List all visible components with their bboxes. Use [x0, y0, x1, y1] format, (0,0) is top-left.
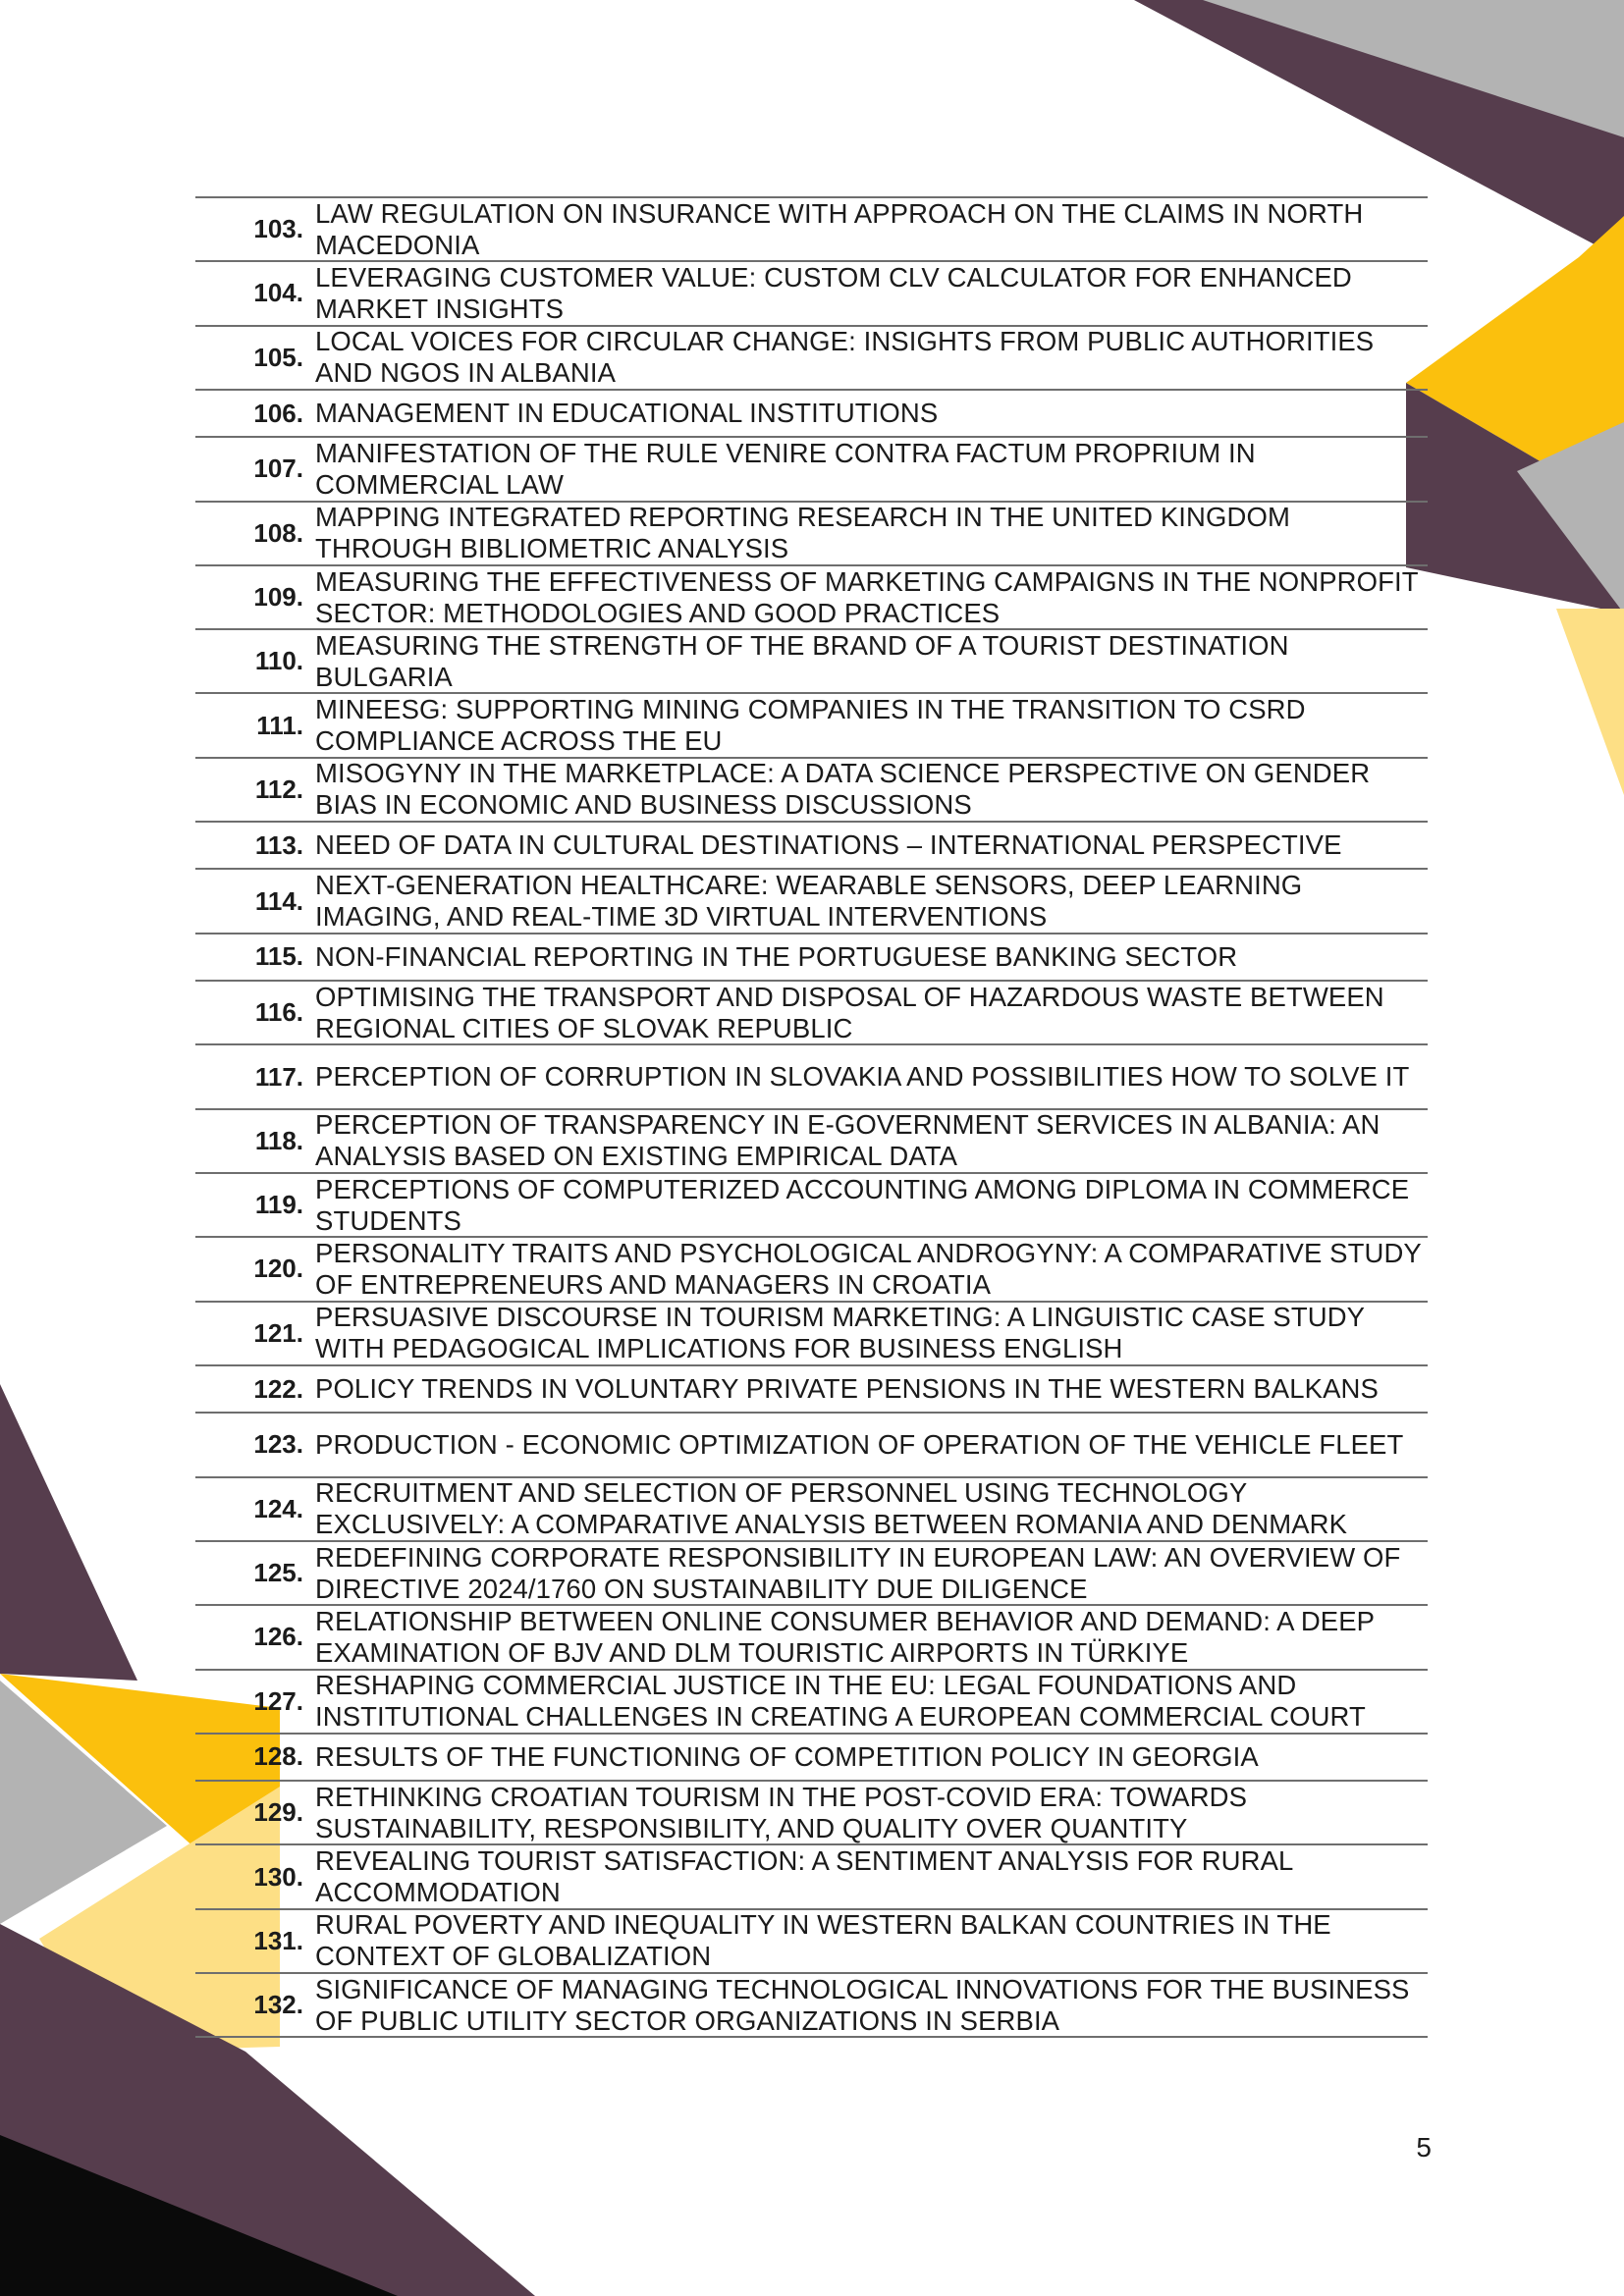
- toc-entry: [195, 759, 1428, 823]
- toc-entry: [195, 1174, 1428, 1238]
- entry-number: 131.: [253, 1925, 303, 1955]
- toc-entry: [195, 1671, 1428, 1735]
- toc-entry: [195, 630, 1428, 694]
- toc-entry: [195, 1414, 1428, 1477]
- toc-entry: [195, 262, 1428, 326]
- entry-number: 111.: [256, 710, 303, 740]
- toc-entry: [195, 1110, 1428, 1174]
- entry-title: REDEFINING CORPORATE RESPONSIBILITY IN EUROPEAN LAW: AN OVERVIEW OF DIRECTIVE 2024/1760 ON SUSTAINABILITY DUE DILIGENCE: [315, 1541, 1401, 1604]
- entry-title: PRODUCTION - ECONOMIC OPTIMIZATION OF OPERATION OF THE VEHICLE FLEET: [315, 1428, 1404, 1460]
- entry-title: NON-FINANCIAL REPORTING IN THE PORTUGUESE BANKING SECTOR: [315, 940, 1238, 972]
- entry-number: 128.: [253, 1741, 303, 1772]
- entry-number: 126.: [253, 1622, 303, 1652]
- entry-number: 123.: [253, 1429, 303, 1460]
- entry-title: RETHINKING CROATIAN TOURISM IN THE POST-COVID ERA: TOWARDS SUSTAINABILITY, RESPONSIBILITY, AND QUALITY OVER QUANTITY: [315, 1781, 1248, 1843]
- entry-number: 112.: [254, 774, 303, 804]
- toc-entry: [195, 1735, 1428, 1782]
- entry-number: 124.: [253, 1493, 303, 1523]
- entry-number: 130.: [253, 1861, 303, 1892]
- entry-title: RELATIONSHIP BETWEEN ONLINE CONSUMER BEHAVIOR AND DEMAND: A DEEP EXAMINATION OF BJV AND DLM TOURISTIC AIRPORTS IN TÜRKIYE: [315, 1605, 1375, 1668]
- entry-title: PERSUASIVE DISCOURSE IN TOURISM MARKETING: A LINGUISTIC CASE STUDY WITH PEDAGOGICAL IMPLICATIONS FOR BUSINESS ENGLISH: [315, 1302, 1365, 1364]
- toc-entry: [195, 1974, 1428, 2038]
- entry-number: 109.: [253, 582, 303, 613]
- entry-number: 129.: [253, 1797, 303, 1828]
- entry-number: 107.: [253, 454, 303, 484]
- toc-entry: [195, 1303, 1428, 1366]
- entry-title: MEASURING THE EFFECTIVENESS OF MARKETING CAMPAIGNS IN THE NONPROFIT SECTOR: METHODOLOGIES AND GOOD PRACTICES: [315, 565, 1419, 628]
- entry-title: PERSONALITY TRAITS AND PSYCHOLOGICAL ANDROGYNY: A COMPARATIVE STUDY OF ENTREPRENEURS AND MANAGERS IN CROATIA: [315, 1237, 1422, 1300]
- entry-number: 132.: [253, 1990, 303, 2020]
- entry-title: RESHAPING COMMERCIAL JUSTICE IN THE EU: LEGAL FOUNDATIONS AND INSTITUTIONAL CHALLENGES IN CREATING A EUROPEAN COMMERCIAL COURT: [315, 1670, 1366, 1733]
- entry-title: PERCEPTION OF CORRUPTION IN SLOVAKIA AND POSSIBILITIES HOW TO SOLVE IT: [315, 1061, 1410, 1093]
- entry-number: 119.: [254, 1190, 303, 1220]
- table-of-contents: [195, 196, 1428, 2038]
- page-number: 5: [1416, 2132, 1432, 2163]
- entry-title: RURAL POVERTY AND INEQUALITY IN WESTERN BALKAN COUNTRIES IN THE CONTEXT OF GLOBALIZATION: [315, 1909, 1331, 1972]
- toc-entry: [195, 934, 1428, 982]
- toc-entry: [195, 1782, 1428, 1845]
- toc-entry: [195, 198, 1428, 262]
- entry-title: PERCEPTIONS OF COMPUTERIZED ACCOUNTING AMONG DIPLOMA IN COMMERCE STUDENTS: [315, 1173, 1410, 1236]
- entry-number: 108.: [253, 517, 303, 548]
- entry-number: 115.: [254, 941, 303, 972]
- entry-number: 105.: [253, 342, 303, 372]
- entry-title: LAW REGULATION ON INSURANCE WITH APPROACH ON THE CLAIMS IN NORTH MACEDONIA: [315, 197, 1364, 260]
- toc-entry: [195, 566, 1428, 630]
- entry-title: MISOGYNY IN THE MARKETPLACE: A DATA SCIENCE PERSPECTIVE ON GENDER BIAS IN ECONOMIC AND BUSINESS DISCUSSIONS: [315, 758, 1371, 821]
- entry-title: LEVERAGING CUSTOMER VALUE: CUSTOM CLV CALCULATOR FOR ENHANCED MARKET INSIGHTS: [315, 261, 1352, 324]
- entry-title: NEED OF DATA IN CULTURAL DESTINATIONS – INTERNATIONAL PERSPECTIVE: [315, 829, 1342, 861]
- toc-entry: [195, 327, 1428, 391]
- toc-entry: [195, 870, 1428, 934]
- decor-lightgold-right: [1556, 609, 1624, 795]
- toc-entry: [195, 1910, 1428, 1974]
- entry-title: RESULTS OF THE FUNCTIONING OF COMPETITION POLICY IN GEORGIA: [315, 1740, 1259, 1772]
- entry-number: 113.: [254, 829, 303, 860]
- entry-number: 114.: [254, 885, 303, 916]
- entry-number: 127.: [253, 1685, 303, 1716]
- entry-title: REVEALING TOURIST SATISFACTION: A SENTIMENT ANALYSIS FOR RURAL ACCOMMODATION: [315, 1845, 1293, 1908]
- toc-entry: [195, 1238, 1428, 1302]
- entry-number: 106.: [253, 398, 303, 428]
- entry-title: PERCEPTION OF TRANSPARENCY IN E-GOVERNMENT SERVICES IN ALBANIA: AN ANALYSIS BASED ON EXISTING EMPIRICAL DATA: [315, 1109, 1380, 1172]
- entry-number: 104.: [253, 278, 303, 308]
- toc-entry: [195, 438, 1428, 502]
- entry-title: SIGNIFICANCE OF MANAGING TECHNOLOGICAL INNOVATIONS FOR THE BUSINESS OF PUBLIC UTILITY SECTOR ORGANIZATIONS IN SERBIA: [315, 1973, 1410, 2036]
- entry-title: RECRUITMENT AND SELECTION OF PERSONNEL USING TECHNOLOGY EXCLUSIVELY: A COMPARATIVE ANALYSIS BETWEEN ROMANIA AND DENMARK: [315, 1477, 1348, 1540]
- entry-number: 110.: [254, 646, 303, 676]
- decor-plum-left-upper: [0, 1384, 137, 1681]
- entry-title: NEXT-GENERATION HEALTHCARE: WEARABLE SENSORS, DEEP LEARNING IMAGING, AND REAL-TIME 3D VIRTUAL INTERVENTIONS: [315, 870, 1303, 933]
- toc-entry: [195, 1542, 1428, 1606]
- entry-number: 103.: [253, 214, 303, 244]
- entry-number: 121.: [253, 1317, 303, 1348]
- toc-entry: [195, 1845, 1428, 1909]
- entry-title: MINEESG: SUPPORTING MINING COMPANIES IN THE TRANSITION TO CSRD COMPLIANCE ACROSS THE EU: [315, 694, 1306, 757]
- toc-entry: [195, 391, 1428, 438]
- toc-entry: [195, 1606, 1428, 1670]
- toc-entry: [195, 1045, 1428, 1109]
- entry-number: 118.: [254, 1125, 303, 1155]
- entry-number: 120.: [253, 1254, 303, 1284]
- toc-entry: [195, 982, 1428, 1045]
- toc-entry: [195, 694, 1428, 758]
- toc-entry: [195, 1478, 1428, 1542]
- entry-number: 116.: [254, 997, 303, 1028]
- entry-title: MEASURING THE STRENGTH OF THE BRAND OF A TOURIST DESTINATION BULGARIA: [315, 629, 1289, 692]
- entry-number: 117.: [254, 1061, 303, 1092]
- toc-entry: [195, 503, 1428, 566]
- entry-title: MAPPING INTEGRATED REPORTING RESEARCH IN THE UNITED KINGDOM THROUGH BIBLIOMETRIC ANALYSIS: [315, 502, 1290, 564]
- entry-title: OPTIMISING THE TRANSPORT AND DISPOSAL OF HAZARDOUS WASTE BETWEEN REGIONAL CITIES OF SLOVAK REPUBLIC: [315, 981, 1384, 1043]
- entry-number: 122.: [253, 1373, 303, 1404]
- entry-title: MANIFESTATION OF THE RULE VENIRE CONTRA FACTUM PROPRIUM IN COMMERCIAL LAW: [315, 437, 1256, 500]
- entry-title: MANAGEMENT IN EDUCATIONAL INSTITUTIONS: [315, 398, 939, 429]
- toc-entry: [195, 823, 1428, 870]
- entry-title: POLICY TRENDS IN VOLUNTARY PRIVATE PENSIONS IN THE WESTERN BALKANS: [315, 1373, 1379, 1405]
- toc-entry: [195, 1366, 1428, 1414]
- entry-title: LOCAL VOICES FOR CIRCULAR CHANGE: INSIGHTS FROM PUBLIC AUTHORITIES AND NGOS IN ALBANIA: [315, 326, 1375, 389]
- entry-number: 125.: [253, 1558, 303, 1588]
